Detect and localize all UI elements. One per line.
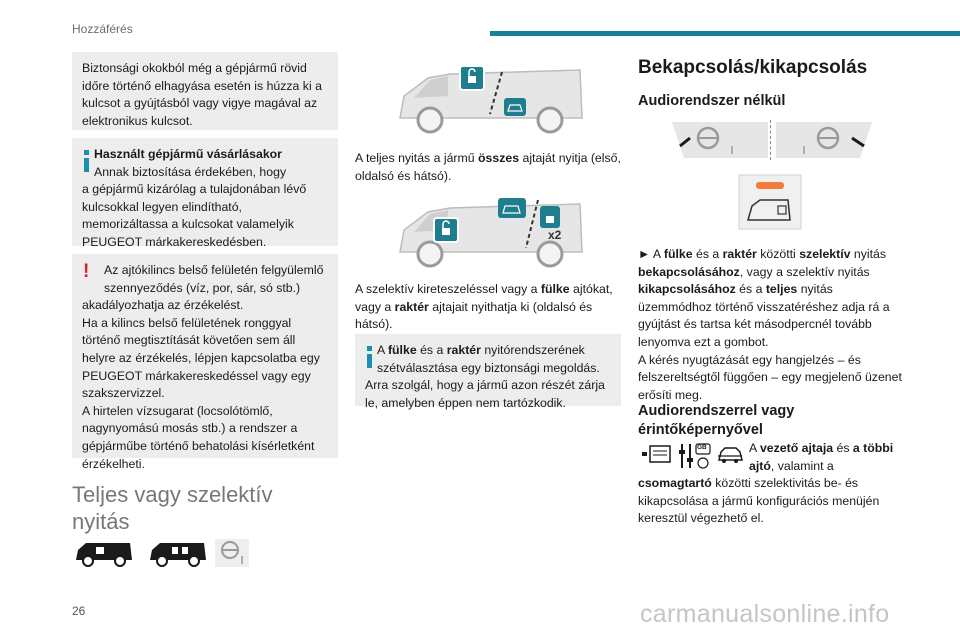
full-opening-text: A teljes nyitás a jármű összes ajtaját nyitja (első, oldalsó és hátsó).	[355, 151, 621, 183]
info-icon	[367, 346, 372, 368]
steering-wheel-icon	[214, 538, 250, 568]
without-audio-subtitle: Audiorendszer nélkül	[638, 93, 786, 109]
van-selective-icon	[146, 538, 210, 568]
dashboard-right-illustration	[776, 118, 872, 160]
config-menu-text: A vezető ajtaja és a többi ajtó, valamint a csomagtartó közötti szelektivitás be- és kikapcsolása a jármű konfigurációs menüjén keresztül végezhető el.	[638, 441, 894, 526]
info-icon	[84, 150, 89, 172]
header-accent-bar	[490, 31, 960, 36]
warning-icon: !	[83, 261, 90, 282]
used-vehicle-text1: Annak biztosítása érdekében, hogy	[94, 164, 287, 179]
warning-box-handle	[72, 254, 338, 471]
section-header: Hozzáférés	[72, 22, 133, 36]
info-box-separation: A fülke és a raktér nyitórendszerének szétválasztása egy biztonsági megoldás. Arra szolgál, hogy a jármű azon részét zárja le, amelyben éppen nem tartózkodik.	[355, 334, 621, 406]
handle-text3: Ha a kilincs belső felületének ronggyal történő megtisztítását követően sem áll helyre az érzékelés, lépjen kapcsolatba egy PEUGEOT márkakereskedéssel vagy egy szakszervizzel.	[82, 315, 320, 401]
security-text: Biztonsági okokból még a gépjármű rövid időre történő elhagyása esetén is húzza ki a kulcsot a gyújtásból vagy vigye magával az elektronikus kulcsot.	[82, 61, 322, 128]
watermark: carmanualsonline.info	[640, 600, 890, 628]
activation-instructions: ► A fülke és a raktér közötti szelektív nyitás bekapcsolásához, vagy a szelektív nyitás kikapcsolásához és a teljes nyitás üzemmódhoz történő visszatéréshez adja rá a gyújtást és tartsa két másodpercnél tovább lenyomva ezt a gombot. A kérés nyugtázását egy hangjelzés – és felszereltségtől függően – egy megjelenő üzenet erősíti meg.	[638, 246, 904, 404]
selective-opening-text: A szelektív kireteszeléssel vagy a fülke ajtókat, vagy a raktér ajtajait nyithatja ki (oldalsó és hátsó).	[355, 282, 613, 332]
divider-dashed	[770, 120, 771, 160]
confirmation-text: A kérés nyugtázását egy hangjelzés – és felszereltségtől függően – egy megjelenő üzenet erősíti meg.	[638, 352, 902, 402]
handle-text2: akadályozhatja az érzékelést.	[82, 298, 244, 313]
with-audio-subtitle: Audiorendszerrel vagy érintőképernyővel	[638, 403, 795, 438]
x2-label: x2	[548, 228, 562, 242]
info-box-used-vehicle	[72, 138, 338, 249]
separation-text2: Arra szolgál, hogy a jármű azon részét zárja le, amelyben éppen nem tartózkodik.	[365, 378, 605, 410]
selective-button-illustration	[738, 174, 802, 230]
handle-text4: A hirtelen vízsugarat (locsolótömlő, nagynyomású mosás stb.) a rendszer a gépjárműbe történő behatolási kísérletként érzékelheti.	[82, 403, 315, 471]
section-title: Teljes vagy szelektív nyitás	[72, 482, 273, 534]
van-full-opening-illustration	[390, 56, 590, 136]
handle-text1: Az ajtókilincs belső felületén felgyülemlő szennyeződés (víz, por, sár, só stb.)	[104, 263, 324, 295]
dashboard-left-illustration	[672, 118, 768, 160]
gb-label: GB	[697, 444, 707, 451]
van-unlock-icon	[72, 538, 136, 568]
used-vehicle-text2: a gépjármű kizárólag a tulajdonában lévő kulcsokkal legyen elindítható, memorizáltassa a kulcsokat valamelyik PEUGEOT márkakereskedésben.	[82, 182, 307, 249]
page-number: 26	[72, 604, 86, 618]
info-box-security	[72, 52, 338, 130]
activation-title: Bekapcsolás/kikapcsolás	[638, 57, 868, 78]
used-vehicle-title: Használt gépjármű vásárlásakor	[94, 147, 282, 161]
